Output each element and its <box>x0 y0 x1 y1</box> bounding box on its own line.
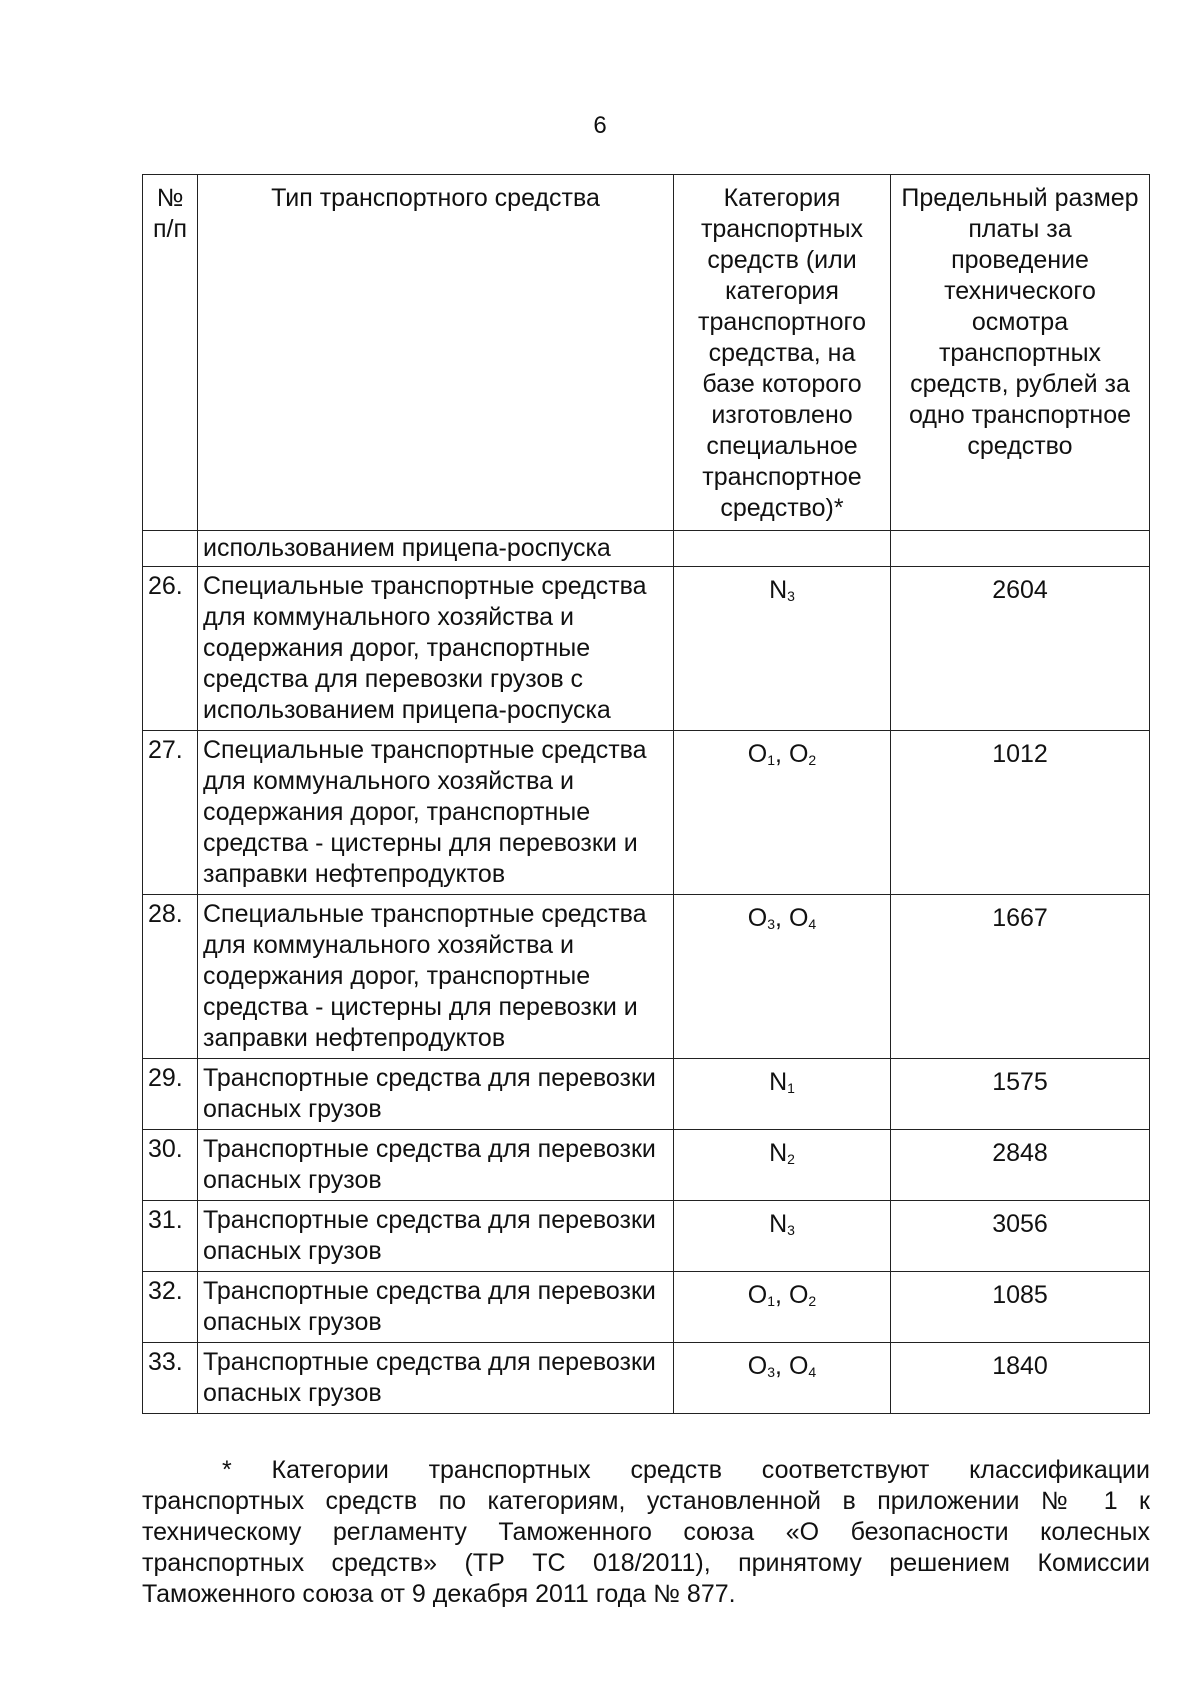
category-letter: O <box>788 1352 809 1380</box>
category-letter: N <box>769 1068 788 1096</box>
row-max-fee: 1667 <box>891 895 1150 1059</box>
table-row <box>143 1272 1150 1343</box>
category-subscript: 2 <box>808 752 817 768</box>
table-row <box>143 1130 1150 1201</box>
row-number: 28. <box>143 895 198 1059</box>
row-number: 31. <box>143 1201 198 1272</box>
table-body <box>143 531 1150 1414</box>
table-row <box>143 567 1150 731</box>
continuation-row <box>143 531 1150 567</box>
row-category: $O_3$, $O_4$ <box>674 895 891 1059</box>
continuation-fee <box>891 531 1150 567</box>
table-row <box>143 731 1150 895</box>
category-letter: O <box>747 1352 768 1380</box>
row-category: $O_3$, $O_4$ <box>674 1343 891 1414</box>
row-vehicle-type: Специальные транспортные средства для коммунального хозяйства и содержания дорог, транспортные средства - цистерны для перевозки и заправки нефтепродуктов <box>198 731 674 895</box>
row-max-fee: 3056 <box>891 1201 1150 1272</box>
category-letter: O <box>788 1281 809 1309</box>
table-row <box>143 1059 1150 1130</box>
row-vehicle-type: Транспортные средства для перевозки опасных грузов <box>198 1201 674 1272</box>
page-number: 6 <box>593 112 607 139</box>
table-row <box>143 895 1150 1059</box>
row-max-fee: 1012 <box>891 731 1150 895</box>
table-header-row <box>143 175 1150 531</box>
row-category <box>674 1059 891 1130</box>
category-subscript: 3 <box>767 1364 776 1380</box>
row-vehicle-type: Специальные транспортные средства для коммунального хозяйства и содержания дорог, транспортные средства - цистерны для перевозки и заправки нефтепродуктов <box>198 895 674 1059</box>
inspection-fee-table <box>142 174 1150 1414</box>
category-subscript: 2 <box>787 1151 795 1167</box>
row-number: 30. <box>143 1130 198 1201</box>
row-number: 32. <box>143 1272 198 1343</box>
row-number: 29. <box>143 1059 198 1130</box>
category-subscript: 1 <box>787 1080 795 1096</box>
category-subscript: 3 <box>787 588 795 604</box>
continuation-num <box>143 531 198 567</box>
row-max-fee: 1840 <box>891 1343 1150 1414</box>
row-number: 33. <box>143 1343 198 1414</box>
row-vehicle-type: Транспортные средства для перевозки опасных грузов <box>198 1272 674 1343</box>
row-vehicle-type: Специальные транспортные средства для коммунального хозяйства и содержания дорог, транспортные средства для перевозки грузов с использованием прицепа-роспуска <box>198 567 674 731</box>
category-letter: N <box>769 576 788 604</box>
category-subscript: 1 <box>767 1293 776 1309</box>
continuation-category <box>674 531 891 567</box>
category-subscript: 3 <box>787 1222 795 1238</box>
category-letter: O <box>788 740 809 768</box>
header-max-fee: Предельный размер платы за проведение технического осмотра транспортных средств, рублей за одно транспортное средство <box>891 175 1150 531</box>
table-row <box>143 1343 1150 1414</box>
category-letter: N <box>769 1210 788 1238</box>
row-category <box>674 1130 891 1201</box>
category-subscript: 1 <box>767 752 776 768</box>
row-category: $O_1$, $O_2$ <box>674 1272 891 1343</box>
continuation-type: использованием прицепа-роспуска <box>198 531 674 567</box>
category-subscript: 4 <box>808 1364 817 1380</box>
category-subscript: 4 <box>808 916 817 932</box>
category-subscript: 2 <box>808 1293 817 1309</box>
row-category: $O_1$, $O_2$ <box>674 731 891 895</box>
category-letter: O <box>788 904 809 932</box>
header-vehicle-type: Тип транспортного средства <box>198 175 674 531</box>
row-vehicle-type: Транспортные средства для перевозки опасных грузов <box>198 1343 674 1414</box>
row-number: 26. <box>143 567 198 731</box>
table-row <box>143 1201 1150 1272</box>
row-vehicle-type: Транспортные средства для перевозки опасных грузов <box>198 1130 674 1201</box>
category-letter: O <box>747 1281 768 1309</box>
row-vehicle-type: Транспортные средства для перевозки опасных грузов <box>198 1059 674 1130</box>
header-num: № п/п <box>143 175 198 531</box>
row-category <box>674 567 891 731</box>
row-max-fee: 1575 <box>891 1059 1150 1130</box>
category-letter: O <box>747 904 768 932</box>
category-footnote: * Категории транспортных средств соответствуют классификации транспортных средств по категориям, установленной в приложении № 1 к техническому регламенту Таможенного союза «О безопасности колесных транспортных средств» (ТР ТС 018/2011), принятому решением Комиссии Таможенного союза от 9 декабря 2011 года № 877. <box>142 1456 1150 1608</box>
category-subscript: 3 <box>767 916 776 932</box>
header-category: Категория транспортных средств (или категория транспортного средства, на базе которого изготовлено специальное транспортное средство)* <box>674 175 891 531</box>
row-number: 27. <box>143 731 198 895</box>
row-max-fee: 2848 <box>891 1130 1150 1201</box>
category-letter: O <box>747 740 768 768</box>
row-max-fee: 1085 <box>891 1272 1150 1343</box>
row-max-fee: 2604 <box>891 567 1150 731</box>
row-category <box>674 1201 891 1272</box>
category-letter: N <box>769 1139 788 1167</box>
